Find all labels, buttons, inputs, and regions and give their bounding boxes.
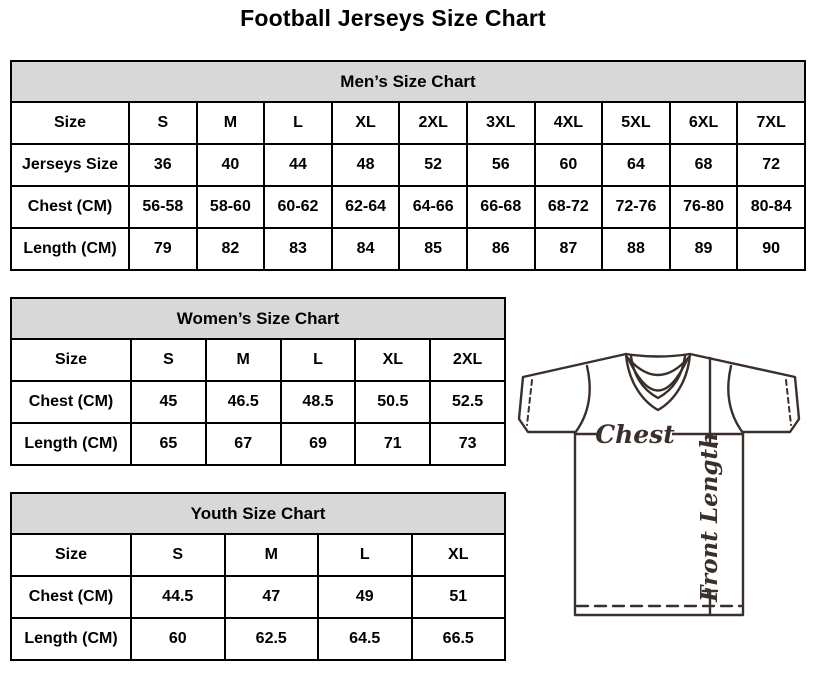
youth-size-chart-title: Youth Size Chart <box>10 492 506 535</box>
value-cell: 60 <box>535 144 603 186</box>
value-cell: 46.5 <box>206 381 281 423</box>
value-cell: 44.5 <box>131 576 225 618</box>
value-cell: L <box>264 102 332 144</box>
value-cell: 76-80 <box>670 186 738 228</box>
jersey-measurement-diagram <box>510 333 810 627</box>
value-cell: S <box>129 102 197 144</box>
value-cell: 64 <box>602 144 670 186</box>
value-cell: 65 <box>131 423 206 465</box>
value-cell: 62-64 <box>332 186 400 228</box>
mens-size-chart-title: Men’s Size Chart <box>10 60 806 103</box>
value-cell: 52 <box>399 144 467 186</box>
value-cell: 64.5 <box>318 618 412 660</box>
value-cell: 71 <box>355 423 430 465</box>
youth-size-chart <box>10 492 506 661</box>
row-label-cell: Size <box>11 339 131 381</box>
row-label-cell: Chest (CM) <box>11 381 131 423</box>
value-cell: 90 <box>737 228 805 270</box>
table-row <box>11 144 805 186</box>
page-title: Football Jerseys Size Chart <box>240 5 546 31</box>
table-row <box>11 423 505 465</box>
row-label-cell: Size <box>11 102 129 144</box>
value-cell: 72 <box>737 144 805 186</box>
value-cell: 44 <box>264 144 332 186</box>
value-cell: 80-84 <box>737 186 805 228</box>
value-cell: 49 <box>318 576 412 618</box>
value-cell: 82 <box>197 228 265 270</box>
row-label-cell: Length (CM) <box>11 423 131 465</box>
value-cell: 45 <box>131 381 206 423</box>
value-cell: 66.5 <box>412 618 506 660</box>
value-cell: 84 <box>332 228 400 270</box>
value-cell: 60-62 <box>264 186 332 228</box>
value-cell: 60 <box>131 618 225 660</box>
value-cell: 4XL <box>535 102 603 144</box>
value-cell: M <box>225 534 319 576</box>
table-row <box>11 618 505 660</box>
table-row <box>11 102 805 144</box>
value-cell: 62.5 <box>225 618 319 660</box>
value-cell: 2XL <box>399 102 467 144</box>
row-label-cell: Jerseys Size <box>11 144 129 186</box>
chest-label: Chest <box>595 420 675 449</box>
row-label-cell: Size <box>11 534 131 576</box>
table-row <box>11 534 505 576</box>
value-cell: 48.5 <box>281 381 356 423</box>
value-cell: 83 <box>264 228 332 270</box>
value-cell: 68 <box>670 144 738 186</box>
table-row <box>11 339 505 381</box>
value-cell: 6XL <box>670 102 738 144</box>
value-cell: XL <box>332 102 400 144</box>
row-label-cell: Chest (CM) <box>11 186 129 228</box>
value-cell: 79 <box>129 228 197 270</box>
value-cell: 86 <box>467 228 535 270</box>
value-cell: 40 <box>197 144 265 186</box>
row-label-cell: Length (CM) <box>11 618 131 660</box>
value-cell: 56 <box>467 144 535 186</box>
row-label-cell: Length (CM) <box>11 228 129 270</box>
value-cell: S <box>131 339 206 381</box>
youth-table-body <box>11 534 505 660</box>
value-cell: 3XL <box>467 102 535 144</box>
womens-size-table <box>10 338 506 466</box>
value-cell: 52.5 <box>430 381 505 423</box>
value-cell: 50.5 <box>355 381 430 423</box>
value-cell: 56-58 <box>129 186 197 228</box>
value-cell: 69 <box>281 423 356 465</box>
table-row <box>11 228 805 270</box>
value-cell: M <box>206 339 281 381</box>
mens-table-body <box>11 102 805 270</box>
value-cell: L <box>318 534 412 576</box>
womens-size-chart <box>10 297 506 466</box>
front-length-label: Front Length <box>696 432 723 602</box>
value-cell: M <box>197 102 265 144</box>
table-row <box>11 186 805 228</box>
table-row <box>11 381 505 423</box>
value-cell: 51 <box>412 576 506 618</box>
jersey-outline <box>519 354 799 615</box>
value-cell: 89 <box>670 228 738 270</box>
value-cell: 67 <box>206 423 281 465</box>
value-cell: XL <box>412 534 506 576</box>
value-cell: 88 <box>602 228 670 270</box>
value-cell: 87 <box>535 228 603 270</box>
value-cell: 85 <box>399 228 467 270</box>
table-row <box>11 576 505 618</box>
womens-table-body <box>11 339 505 465</box>
value-cell: 58-60 <box>197 186 265 228</box>
value-cell: 2XL <box>430 339 505 381</box>
value-cell: L <box>281 339 356 381</box>
value-cell: 68-72 <box>535 186 603 228</box>
value-cell: 7XL <box>737 102 805 144</box>
value-cell: 5XL <box>602 102 670 144</box>
value-cell: 36 <box>129 144 197 186</box>
mens-size-chart <box>10 60 806 271</box>
value-cell: 73 <box>430 423 505 465</box>
value-cell: 48 <box>332 144 400 186</box>
value-cell: 64-66 <box>399 186 467 228</box>
value-cell: 66-68 <box>467 186 535 228</box>
youth-size-table <box>10 533 506 661</box>
value-cell: S <box>131 534 225 576</box>
mens-size-table <box>10 101 806 271</box>
womens-size-chart-title: Women’s Size Chart <box>10 297 506 340</box>
row-label-cell: Chest (CM) <box>11 576 131 618</box>
value-cell: 47 <box>225 576 319 618</box>
value-cell: XL <box>355 339 430 381</box>
value-cell: 72-76 <box>602 186 670 228</box>
